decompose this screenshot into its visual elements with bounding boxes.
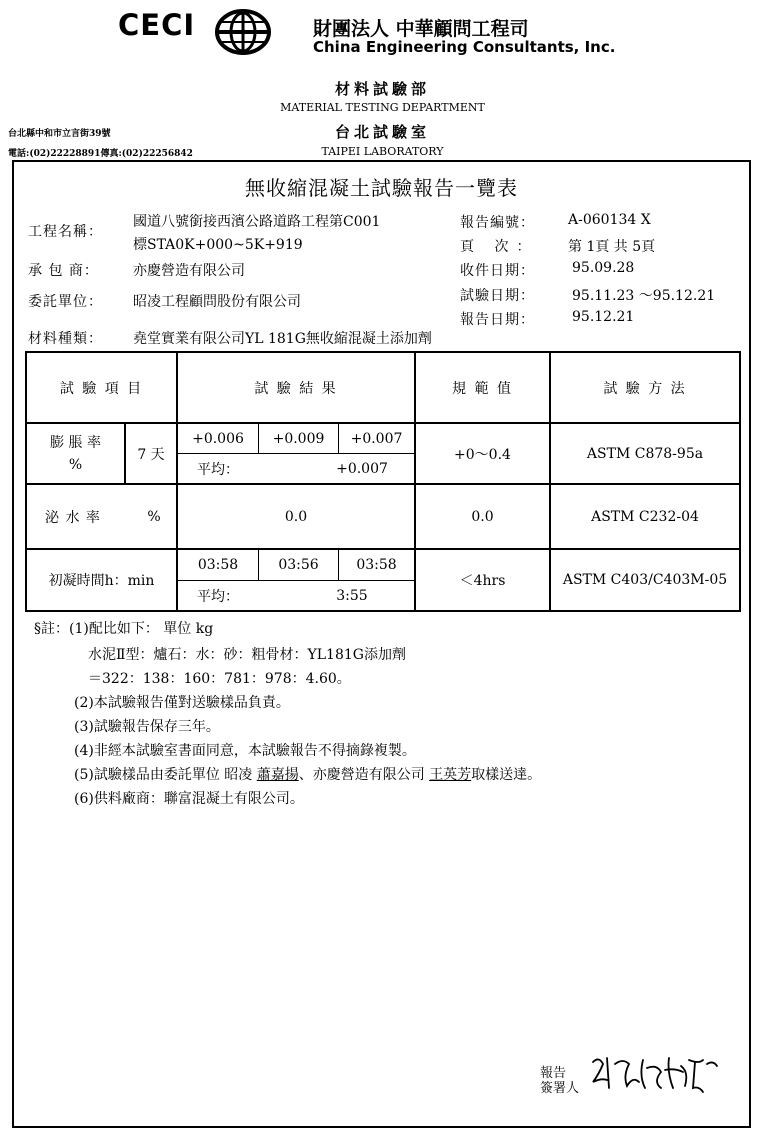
received-date-label: 收件日期： <box>460 263 535 279</box>
lab-zh: 台北試驗室 <box>334 123 430 141</box>
report-no-value: A-060134 X <box>568 212 651 228</box>
note-5-sampler-2: 王英芳 <box>429 767 472 783</box>
header-test-item: 試 驗 項 目 <box>59 380 144 397</box>
project-value-line2: 標STA0K+000~5K+919 <box>133 237 303 253</box>
department-en: MATERIAL TESTING DEPARTMENT <box>280 101 485 114</box>
signatory-label <box>540 1066 580 1096</box>
material-label: 材料種類： <box>28 331 103 347</box>
expansion-avg-value: +0.007 <box>336 460 388 477</box>
lab-address: 台北縣中和市立言街39號 <box>8 129 111 139</box>
note-5-part3: 取樣送達。 <box>471 767 542 783</box>
bleeding-method: ASTM C232-04 <box>591 508 699 525</box>
note-4: (4)非經本試驗室書面同意，本試驗報告不得摘錄複製。 <box>74 743 416 759</box>
ceci-logo-text: CECI <box>118 8 196 42</box>
note-5-sampler-1: 蕭嘉揚 <box>256 767 299 783</box>
header-test-method: 試 驗 方 法 <box>603 380 687 397</box>
expansion-label-line2: % <box>68 456 83 473</box>
expansion-method: ASTM C878-95a <box>586 445 704 462</box>
report-title: 無收縮混凝土試驗報告一覽表 <box>245 176 518 200</box>
setting-avg-label: 平均： <box>197 588 239 605</box>
lab-en: TAIPEI LABORATORY <box>321 145 444 158</box>
signatory-label-line1: 報告 <box>540 1066 567 1081</box>
contractor-value: 亦慶營造有限公司 <box>133 263 245 279</box>
row-bleeding-label: 泌 水 率 <box>45 509 101 526</box>
department-zh: 材料試驗部 <box>334 80 430 98</box>
bleeding-unit: % <box>147 508 161 525</box>
expansion-avg-label: 平均： <box>197 461 239 478</box>
expansion-result-1: +0.006 <box>192 430 244 447</box>
setting-result-1: 03:58 <box>197 557 239 573</box>
expansion-result-3: +0.007 <box>350 430 403 447</box>
expansion-age: 7 天 <box>137 446 165 463</box>
note-5-part2: 、亦慶營造有限公司 <box>298 767 430 783</box>
setting-avg-value: 3:55 <box>336 587 368 604</box>
received-date-value: 95.09.28 <box>572 260 635 276</box>
expansion-result-2: +0.009 <box>272 430 325 447</box>
project-label: 工程名稱： <box>28 224 103 240</box>
note-1-line2: 水泥Ⅱ型：爐石：水：砂：粗骨材：YL181G添加劑 <box>88 647 406 663</box>
report-date-label: 報告日期： <box>460 312 535 328</box>
report-date-value: 95.12.21 <box>572 309 635 325</box>
setting-result-2: 03:56 <box>278 557 319 573</box>
setting-result-3: 03:58 <box>356 557 397 573</box>
expansion-spec: +0～0.4 <box>454 446 511 463</box>
note-1-heading: §註：(1)配比如下： 單位 kg <box>34 621 214 637</box>
handwritten-signature <box>585 1050 725 1104</box>
signatory-label-line2: 簽署人 <box>540 1081 580 1096</box>
org-name-zh: 財團法人 中華顧問工程司 <box>313 18 529 40</box>
page-value: 第 1頁 共 5頁 <box>568 239 656 255</box>
lab-phone: 電話:(02)22228891傳真:(02)22256842 <box>8 149 193 159</box>
results-table <box>25 351 741 612</box>
expansion-label-line1: 膨 脹 率 <box>50 434 101 451</box>
client-value: 昭凌工程顧問股份有限公司 <box>133 294 301 310</box>
globe-emblem-icon <box>214 8 272 60</box>
material-value: 堯堂實業有限公司YL 181G無收縮混凝土添加劑 <box>133 331 432 347</box>
client-label: 委託單位： <box>28 294 103 310</box>
row-expansion-label <box>27 424 124 483</box>
note-5-part1: (5)試驗樣品由委託單位 昭凌 <box>74 767 257 783</box>
page-label: 頁 次： <box>460 239 539 255</box>
note-5 <box>74 764 541 784</box>
note-6: (6)供料廠商：聯富混凝土有限公司。 <box>74 791 304 807</box>
bleeding-spec: 0.0 <box>471 508 494 525</box>
setting-spec: ＜4hrs <box>459 573 506 589</box>
setting-method: ASTM C403/C403M-05 <box>562 572 728 588</box>
note-1-line3: ＝322：138：160：781：978：4.60。 <box>88 671 351 687</box>
report-no-label: 報告編號： <box>460 215 535 231</box>
project-value-line1: 國道八號銜接西濱公路道路工程第C001 <box>133 214 381 230</box>
contractor-label: 承 包 商： <box>28 263 99 279</box>
bleeding-result: 0.0 <box>284 508 308 525</box>
note-3: (3)試驗報告保存三年。 <box>74 719 220 735</box>
test-date-value: 95.11.23 ～95.12.21 <box>572 288 716 304</box>
org-name-en: China Engineering Consultants, Inc. <box>313 38 616 56</box>
test-date-label: 試驗日期： <box>460 288 535 304</box>
header-spec-value: 規 範 值 <box>452 380 513 397</box>
note-2: (2)本試驗報告僅對送驗樣品負責。 <box>74 695 290 711</box>
header-test-result: 試 驗 結 果 <box>254 380 338 397</box>
row-setting-time-label: 初凝時間h：min <box>48 573 155 589</box>
